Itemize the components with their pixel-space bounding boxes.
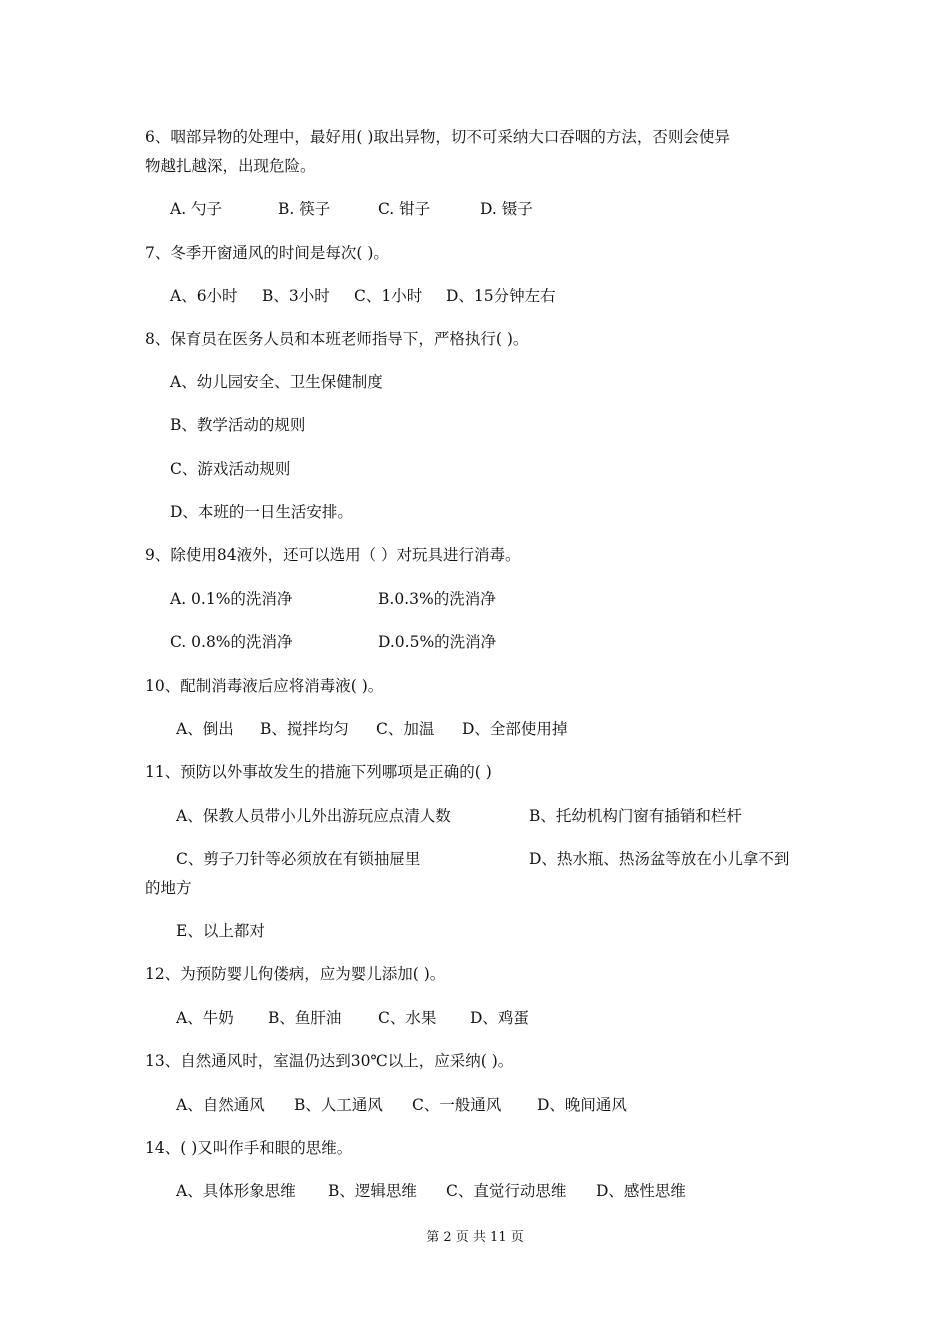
question-7-option-b: B、3小时 — [262, 287, 330, 305]
question-9: 9、除使用84液外，还可以选用（ ）对玩具进行消毒。 — [145, 546, 521, 564]
question-11-option-b: B、托幼机构门窗有插销和栏杆 — [529, 807, 742, 825]
question-8-option-b: B、教学活动的规则 — [170, 416, 306, 434]
question-12-option-d: D、鸡蛋 — [470, 1009, 529, 1027]
question-12-option-b: B、鱼肝油 — [268, 1009, 342, 1027]
question-8-option-d: D、本班的一日生活安排。 — [170, 503, 353, 521]
question-7-option-a: A、6小时 — [170, 287, 238, 305]
question-10-option-d: D、全部使用掉 — [462, 720, 568, 738]
question-6-line-1: 6、咽部异物的处理中，最好用( )取出异物，切不可采纳大口吞咽的方法，否则会使异 — [145, 128, 730, 146]
question-11-option-c: C、剪子刀针等必须放在有锁抽屉里 — [176, 850, 421, 868]
question-12-option-c: C、水果 — [378, 1009, 437, 1027]
question-6-option-a: A. 勺子 — [170, 200, 223, 218]
question-11-option-a: A、保教人员带小儿外出游玩应点清人数 — [176, 807, 451, 825]
question-13-option-a: A、自然通风 — [176, 1096, 265, 1114]
page-number-footer: 第 2 页 共 11 页 — [426, 1230, 524, 1245]
question-14-option-d: D、感性思维 — [596, 1182, 686, 1200]
question-11-option-e: E、以上都对 — [176, 922, 265, 940]
question-8-option-a: A、幼儿园安全、卫生保健制度 — [170, 373, 383, 391]
question-14-option-c: C、直觉行动思维 — [446, 1182, 567, 1200]
question-13: 13、自然通风时，室温仍达到30℃以上，应采纳( )。 — [145, 1052, 514, 1070]
question-13-option-c: C、一般通风 — [412, 1096, 502, 1114]
question-7: 7、冬季开窗通风的时间是每次( )。 — [145, 244, 389, 262]
question-9-option-c: C. 0.8%的洗消净 — [170, 633, 293, 651]
question-12: 12、为预防婴儿佝偻病，应为婴儿添加( )。 — [145, 965, 446, 983]
question-6-line-2: 物越扎越深，出现危险。 — [145, 157, 316, 175]
question-9-option-b: B.0.3%的洗消净 — [378, 590, 496, 608]
question-11-option-d-continued: 的地方 — [145, 879, 192, 897]
question-10-option-b: B、搅拌均匀 — [260, 720, 349, 738]
question-11-option-d: D、热水瓶、热汤盆等放在小儿拿不到 — [529, 850, 790, 868]
question-14-option-a: A、具体形象思维 — [176, 1182, 296, 1200]
question-8-option-c: C、游戏活动规则 — [170, 460, 291, 478]
question-10-option-c: C、加温 — [376, 720, 435, 738]
question-6-option-d: D. 镊子 — [480, 200, 533, 218]
question-8: 8、保育员在医务人员和本班老师指导下，严格执行( )。 — [145, 330, 529, 348]
question-13-option-d: D、晚间通风 — [537, 1096, 627, 1114]
question-7-option-c: C、1小时 — [354, 287, 423, 305]
question-10-option-a: A、倒出 — [176, 720, 234, 738]
question-7-option-d: D、15分钟左右 — [446, 287, 556, 305]
question-6-option-b: B. 筷子 — [278, 200, 331, 218]
question-11: 11、预防以外事故发生的措施下列哪项是正确的( ) — [145, 763, 492, 781]
question-9-option-a: A. 0.1%的洗消净 — [170, 590, 293, 608]
question-6-option-c: C. 钳子 — [378, 200, 431, 218]
question-13-option-b: B、人工通风 — [294, 1096, 383, 1114]
question-14: 14、( )又叫作手和眼的思维。 — [145, 1139, 353, 1157]
question-9-option-d: D.0.5%的洗消净 — [378, 633, 497, 651]
question-10: 10、配制消毒液后应将消毒液( )。 — [145, 677, 384, 695]
question-12-option-a: A、牛奶 — [176, 1009, 234, 1027]
question-14-option-b: B、逻辑思维 — [328, 1182, 417, 1200]
